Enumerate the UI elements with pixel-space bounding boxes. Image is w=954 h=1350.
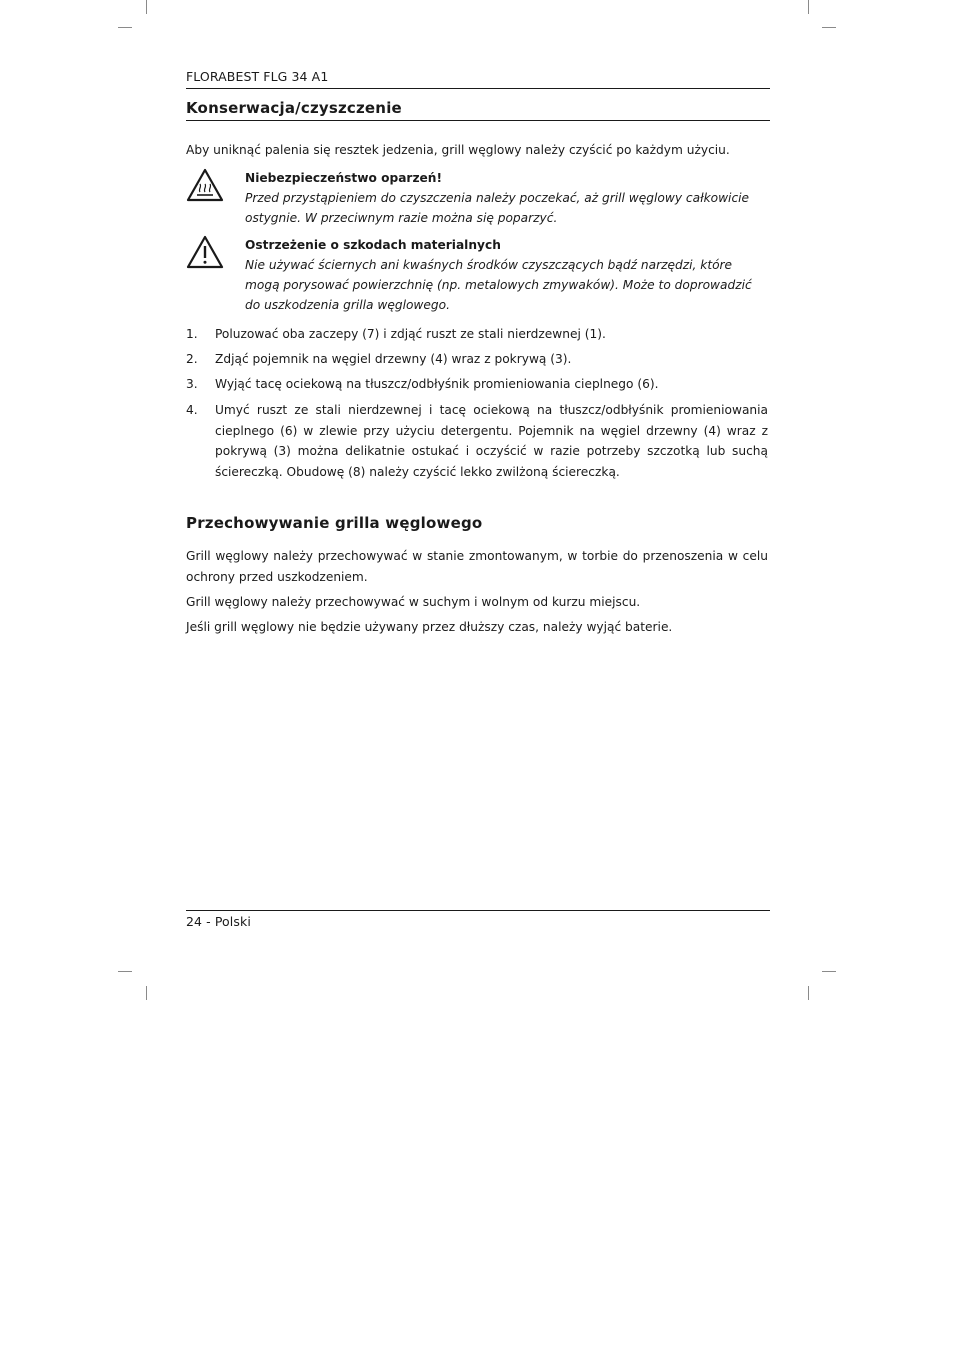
- crop-mark: [822, 971, 836, 972]
- list-item-text: Poluzować oba zaczepy (7) i zdjąć ruszt ze stali nierdzewnej (1).: [215, 327, 606, 341]
- storage-paragraph: Grill węglowy należy przechowywać w suchym i wolnym od kurzu miejscu.: [186, 595, 641, 609]
- list-item-number: 2.: [186, 352, 198, 366]
- burn-warning-title: Niebezpieczeństwo oparzeń!: [245, 171, 443, 185]
- header-rule: [186, 88, 770, 89]
- crop-mark: [146, 986, 147, 1000]
- running-header: FLORABEST FLG 34 A1: [186, 69, 329, 84]
- material-damage-warning-text: Nie używać ściernych ani kwaśnych środków czyszczących bądź narzędzi, które mogą porysować powierzchnię (np. metalowych zmywaków). Może to doprowadzić do uszkodzenia grilla węglowego.: [245, 258, 752, 312]
- list-item-number: 4.: [186, 403, 198, 417]
- list-item-text: Zdjąć pojemnik na węgiel drzewny (4) wraz z pokrywą (3).: [215, 352, 572, 366]
- storage-paragraph: Jeśli grill węglowy nie będzie używany przez dłuższy czas, należy wyjąć baterie.: [186, 620, 673, 634]
- crop-mark: [146, 0, 147, 14]
- hot-surface-warning-icon: [186, 168, 224, 202]
- section-title-storage: Przechowywanie grilla węglowego: [186, 514, 483, 532]
- material-damage-warning-title: Ostrzeżenie o szkodach materialnych: [245, 238, 501, 252]
- footer-rule: [186, 910, 770, 911]
- intro-paragraph: Aby uniknąć palenia się resztek jedzenia, grill węglowy należy czyścić po każdym użyciu.: [186, 143, 730, 157]
- crop-mark: [118, 971, 132, 972]
- burn-warning-body: [245, 168, 770, 228]
- list-item-number: 1.: [186, 327, 198, 341]
- list-item-text: Umyć ruszt ze stali nierdzewnej i tacę ociekową na tłuszcz/odbłyśnik promieniowania cieplnego (6) w zlewie przy użyciu detergentu. Pojemnik na węgiel drzewny (4) wraz z pokrywą (3) można delikatnie ostukać i oczyścić w razie potrzeby szczotką lub suchą ściereczką. Obudowę (8) należy czyścić lekko zwilżoną ściereczką.: [215, 403, 768, 479]
- section-title-rule: [186, 120, 770, 121]
- crop-mark: [118, 27, 132, 28]
- crop-mark: [808, 986, 809, 1000]
- burn-warning-text: Przed przystąpieniem do czyszczenia należy poczekać, aż grill węglowy całkowicie ostygnie. W przeciwnym razie można się poparzyć.: [245, 191, 750, 225]
- crop-mark: [822, 27, 836, 28]
- list-item-text: Wyjąć tacę ociekową na tłuszcz/odbłyśnik promieniowania cieplnego (6).: [215, 377, 659, 391]
- material-damage-warning-body: [245, 235, 770, 315]
- page-number-footer: 24 - Polski: [186, 914, 251, 929]
- storage-paragraph: Grill węglowy należy przechowywać w stanie zmontowanym, w torbie do przenoszenia w celu ochrony przed uszkodzeniem.: [186, 549, 768, 584]
- exclamation-warning-icon: [186, 235, 224, 269]
- section-title-cleaning: Konserwacja/czyszczenie: [186, 99, 402, 117]
- crop-mark: [808, 0, 809, 14]
- list-item-number: 3.: [186, 377, 198, 391]
